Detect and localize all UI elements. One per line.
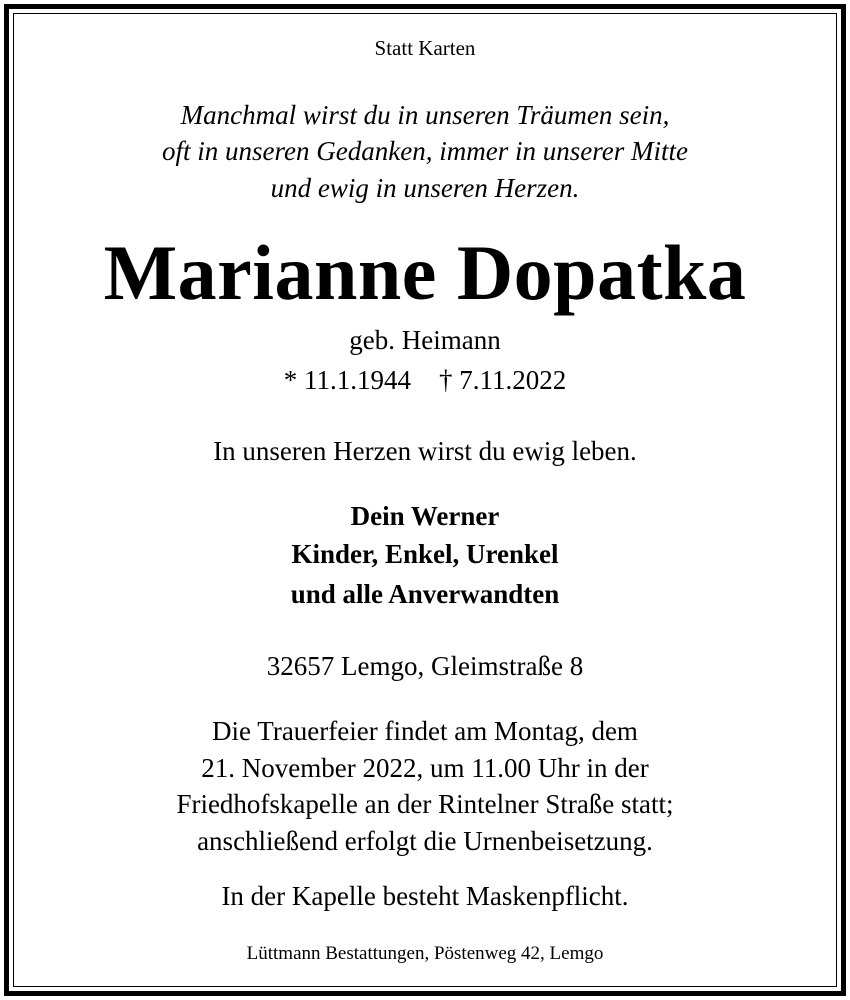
header-text: Statt Karten xyxy=(374,36,476,60)
birth-date: * 11.1.1944 xyxy=(283,365,411,395)
motto-text: In unseren Herzen wirst du ewig leben. xyxy=(213,436,637,466)
mourner-line-3: und alle Anverwandten xyxy=(290,579,560,609)
funeral-line-3: Friedhofskapelle an der Rintelner Straße statt; xyxy=(176,789,674,819)
address-text: 32657 Lemgo, Gleimstraße 8 xyxy=(266,651,584,681)
death-date: † 7.11.2022 xyxy=(439,365,567,395)
mourner-line-2: Kinder, Enkel, Urenkel xyxy=(291,539,559,569)
verse-line-3: und ewig in unseren Herzen. xyxy=(270,173,580,203)
funeral-line-1: Die Trauerfeier findet am Montag, dem xyxy=(212,716,638,746)
mourner-line-1: Dein Werner xyxy=(350,501,500,531)
verse-line-2: oft in unseren Gedanken, immer in unserer Mitte xyxy=(162,136,688,166)
mask-notice: In der Kapelle besteht Maskenpflicht. xyxy=(221,881,629,911)
footer-funeral-home: Lüttmann Bestattungen, Pöstenweg 42, Lemgo xyxy=(246,943,604,964)
funeral-line-2: 21. November 2022, um 11.00 Uhr in der xyxy=(201,753,649,783)
deceased-name: Marianne Dopatka xyxy=(103,229,747,316)
life-dates xyxy=(0,367,850,394)
birth-name: geb. Heimann xyxy=(349,325,501,355)
funeral-line-4: anschließend erfolgt die Urnenbeisetzung. xyxy=(197,826,653,856)
verse-line-1: Manchmal wirst du in unseren Träumen sein, xyxy=(180,100,670,130)
